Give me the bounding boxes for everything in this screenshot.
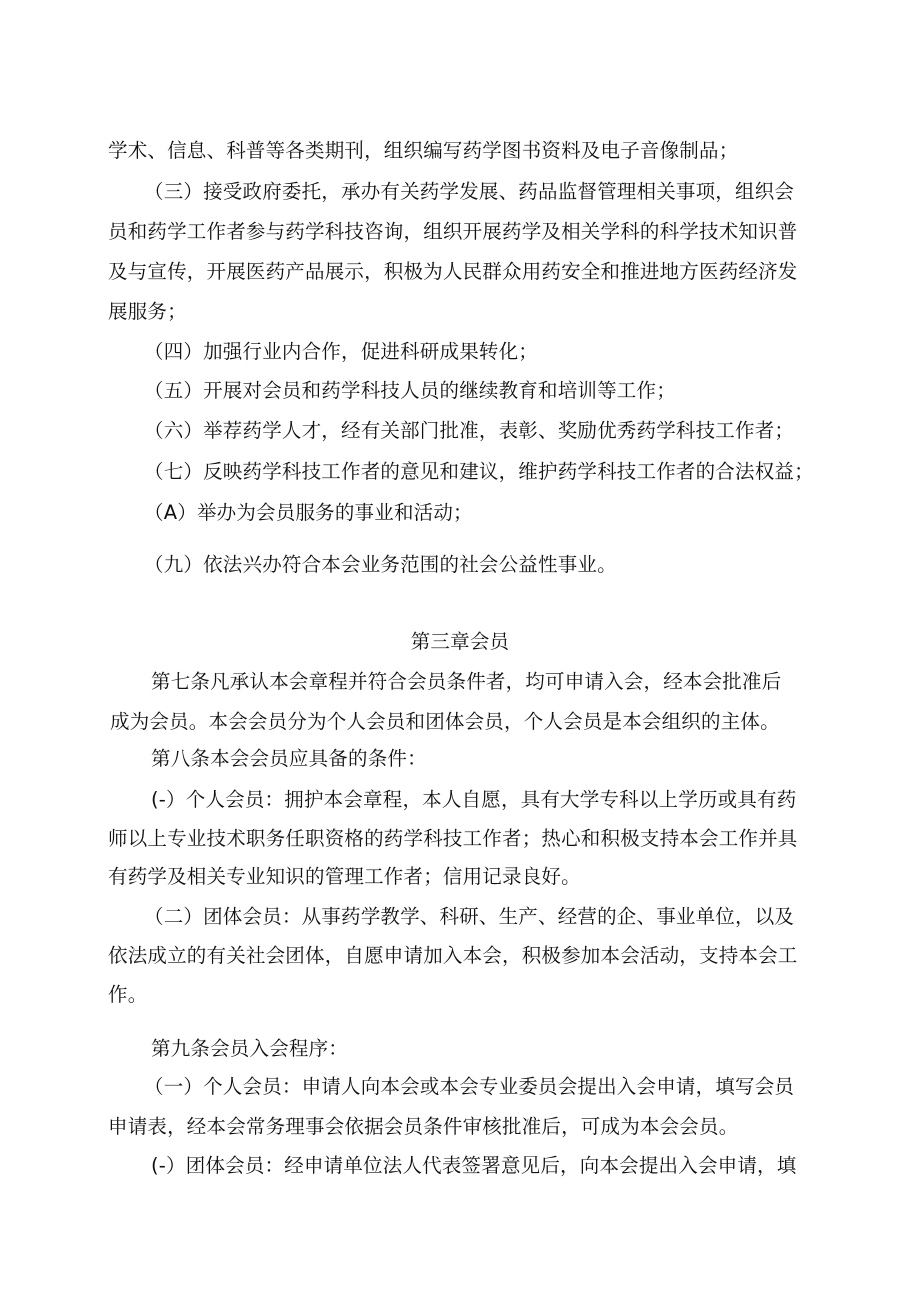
- paragraph-line: （七）反映药学科技工作者的意见和建议，维护药学科技工作者的合法权益；: [144, 460, 814, 483]
- paragraph-line: （A）举办为会员服务的事业和活动；: [144, 501, 473, 524]
- paragraph-line: （五）开展对会员和药学科技人员的继续教育和培训等工作；: [144, 379, 676, 402]
- paragraph-line: (-）团体会员：经申请单位法人代表签署意见后，向本会提出入会申请，填: [151, 1154, 797, 1177]
- paragraph-line: 作。: [108, 983, 148, 1006]
- paragraph-line: 申请表，经本会常务理事会依据会员条件审核批准后，可成为本会会员。: [108, 1115, 739, 1138]
- paragraph-line: 学术、信息、科普等各类期刊，组织编写药学图书资料及电子音像制品；: [108, 139, 739, 162]
- paragraph-line: 成为会员。本会会员分为个人会员和团体会员，个人会员是本会组织的主体。: [110, 710, 780, 733]
- paragraph-line: 展服务；: [108, 300, 187, 323]
- paragraph-line: （四）加强行业内合作，促进科研成果转化；: [144, 340, 539, 363]
- paragraph-line: 员和药学工作者参与药学科技咨询，组织开展药学及相关学科的科学技术知识普: [108, 220, 798, 243]
- paragraph-line: 有药学及相关专业知识的管理工作者；信用记录良好。: [108, 865, 581, 888]
- paragraph-line: (-）个人会员：拥护本会章程，本人自愿，具有大学专科以上学历或具有药: [151, 788, 797, 811]
- paragraph-line: 第七条凡承认本会章程并符合会员条件者，均可申请入会，经本会批准后: [151, 670, 782, 693]
- paragraph-line: 依法成立的有关社会团体，自愿申请加入本会，积极参加本会活动，支持本会工: [108, 944, 798, 967]
- paragraph-line: 第九条会员入会程序：: [151, 1037, 349, 1060]
- chapter-heading: 第三章会员: [410, 630, 510, 653]
- paragraph-line: （一）个人会员：申请人向本会或本会专业委员会提出入会申请，填写会员: [144, 1075, 795, 1098]
- paragraph-line: （六）举荐药学人才，经有关部门批准，表彰、奖励优秀药学科技工作者；: [144, 419, 795, 442]
- paragraph-line: 师以上专业技术职务任职资格的药学科技工作者；热心和积极支持本会工作并具: [108, 827, 798, 850]
- paragraph-line: （三）接受政府委托，承办有关药学发展、药品监督管理相关事项，组织会: [144, 180, 795, 203]
- paragraph-line: 第八条本会会员应具备的条件：: [151, 747, 427, 770]
- paragraph-line: （九）依法兴办符合本会业务范围的社会公益性事业。: [144, 553, 617, 576]
- paragraph-line: （二）团体会员：从事药学教学、科研、生产、经营的企、事业单位，以及: [144, 905, 795, 928]
- paragraph-line: 及与宣传，开展医药产品展示，积极为人民群众用药安全和推进地方医药经济发: [108, 260, 798, 283]
